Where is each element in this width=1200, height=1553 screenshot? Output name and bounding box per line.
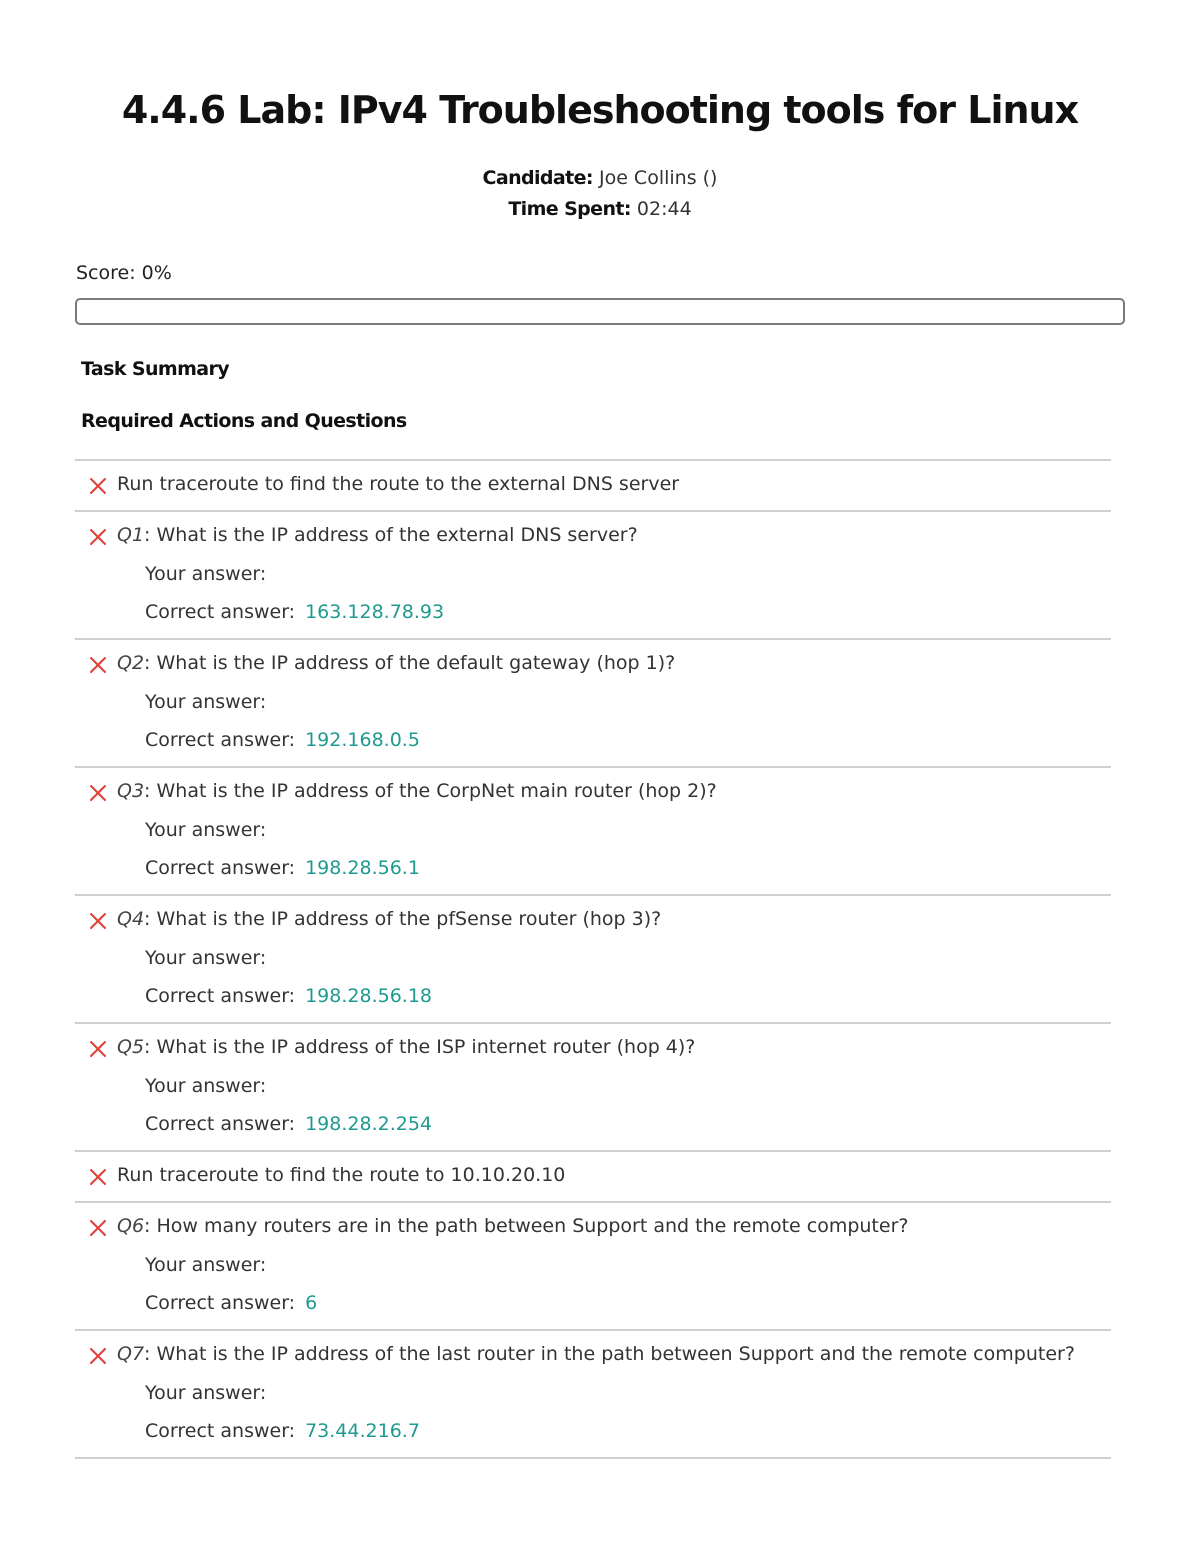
correct-answer-value: 163.128.78.93 [305,601,445,623]
question-prompt: What is the IP address of the external DNS server? [156,524,638,546]
question-text: Q2: What is the IP address of the default gateway (hop 1)? [117,652,676,674]
question-row [75,512,1111,640]
correct-answer-label: Correct answer: [145,1420,296,1442]
score-progress-bar [75,298,1125,325]
your-answer-label: Your answer: [145,563,267,585]
question-prompt: What is the IP address of the CorpNet main router (hop 2)? [156,780,717,802]
question-row [75,640,1111,768]
question-text: Q3: What is the IP address of the CorpNet main router (hop 2)? [117,780,717,802]
question-number: Q6 [117,1215,145,1237]
question-number: Q2 [117,652,145,674]
correct-answer-line [145,1113,432,1135]
action-row [75,1152,1111,1203]
question-number: Q3 [117,780,145,802]
action-text: Run traceroute to find the route to 10.10.20.10 [117,1164,566,1186]
question-prompt: What is the IP address of the last router in the path between Support and the remote computer? [156,1343,1075,1365]
action-text: Run traceroute to find the route to the external DNS server [117,473,680,495]
task-summary-heading: Task Summary [81,358,230,380]
question-row [75,1203,1111,1331]
question-number: Q7 [117,1343,145,1365]
candidate-value: Joe Collins () [598,167,718,189]
correct-answer-value: 198.28.56.18 [305,985,433,1007]
fail-x-icon [89,1040,107,1058]
page-title: 4.4.6 Lab: IPv4 Troubleshooting tools for Linux [121,88,1079,132]
required-actions-heading: Required Actions and Questions [81,410,407,432]
question-row [75,1331,1111,1459]
correct-answer-value: 6 [305,1292,318,1314]
correct-answer-label: Correct answer: [145,1292,296,1314]
correct-answer-value: 198.28.2.254 [305,1113,433,1135]
your-answer-label: Your answer: [145,1382,267,1404]
correct-answer-label: Correct answer: [145,857,296,879]
question-text: Q7: What is the IP address of the last router in the path between Support and the remote computer? [117,1343,1075,1365]
correct-answer-line [145,985,432,1007]
candidate-label: Candidate: [482,167,593,189]
your-answer-label: Your answer: [145,691,267,713]
your-answer-line [145,819,276,841]
question-prompt: What is the IP address of the ISP internet router (hop 4)? [156,1036,696,1058]
question-number: Q1 [117,524,145,546]
correct-answer-line [145,857,420,879]
your-answer-line [145,947,276,969]
question-text: Q6: How many routers are in the path between Support and the remote computer? [117,1215,909,1237]
your-answer-label: Your answer: [145,819,267,841]
task-list [75,459,1111,1459]
question-number: Q5 [117,1036,145,1058]
correct-answer-line [145,1420,420,1442]
your-answer-label: Your answer: [145,947,267,969]
your-answer-line [145,691,276,713]
fail-x-icon [89,784,107,802]
fail-x-icon [89,1347,107,1365]
correct-answer-value: 73.44.216.7 [305,1420,420,1442]
question-prompt: What is the IP address of the default gateway (hop 1)? [156,652,676,674]
question-row [75,1024,1111,1152]
correct-answer-line [145,1292,317,1314]
fail-x-icon [89,528,107,546]
question-number: Q4 [117,908,145,930]
your-answer-line [145,1382,276,1404]
correct-answer-line [145,601,444,623]
time-spent-label: Time Spent: [508,198,631,220]
correct-answer-label: Correct answer: [145,985,296,1007]
question-text: Q4: What is the IP address of the pfSense router (hop 3)? [117,908,662,930]
action-row [75,461,1111,512]
fail-x-icon [89,656,107,674]
score-label: Score: 0% [76,262,172,284]
question-prompt: What is the IP address of the pfSense router (hop 3)? [156,908,662,930]
question-text: Q5: What is the IP address of the ISP internet router (hop 4)? [117,1036,696,1058]
fail-x-icon [89,1219,107,1237]
your-answer-line [145,1075,276,1097]
your-answer-label: Your answer: [145,1075,267,1097]
fail-x-icon [89,1168,107,1186]
question-row [75,768,1111,896]
correct-answer-value: 198.28.56.1 [305,857,420,879]
your-answer-line [145,1254,276,1276]
candidate-line [0,167,1200,189]
correct-answer-line [145,729,420,751]
question-prompt: How many routers are in the path between Support and the remote computer? [156,1215,909,1237]
time-spent-line [0,198,1200,220]
correct-answer-label: Correct answer: [145,601,296,623]
fail-x-icon [89,477,107,495]
question-text: Q1: What is the IP address of the external DNS server? [117,524,638,546]
question-row [75,896,1111,1024]
time-spent-value: 02:44 [636,198,692,220]
correct-answer-label: Correct answer: [145,729,296,751]
your-answer-label: Your answer: [145,1254,267,1276]
correct-answer-value: 192.168.0.5 [305,729,420,751]
correct-answer-label: Correct answer: [145,1113,296,1135]
fail-x-icon [89,912,107,930]
your-answer-line [145,563,276,585]
